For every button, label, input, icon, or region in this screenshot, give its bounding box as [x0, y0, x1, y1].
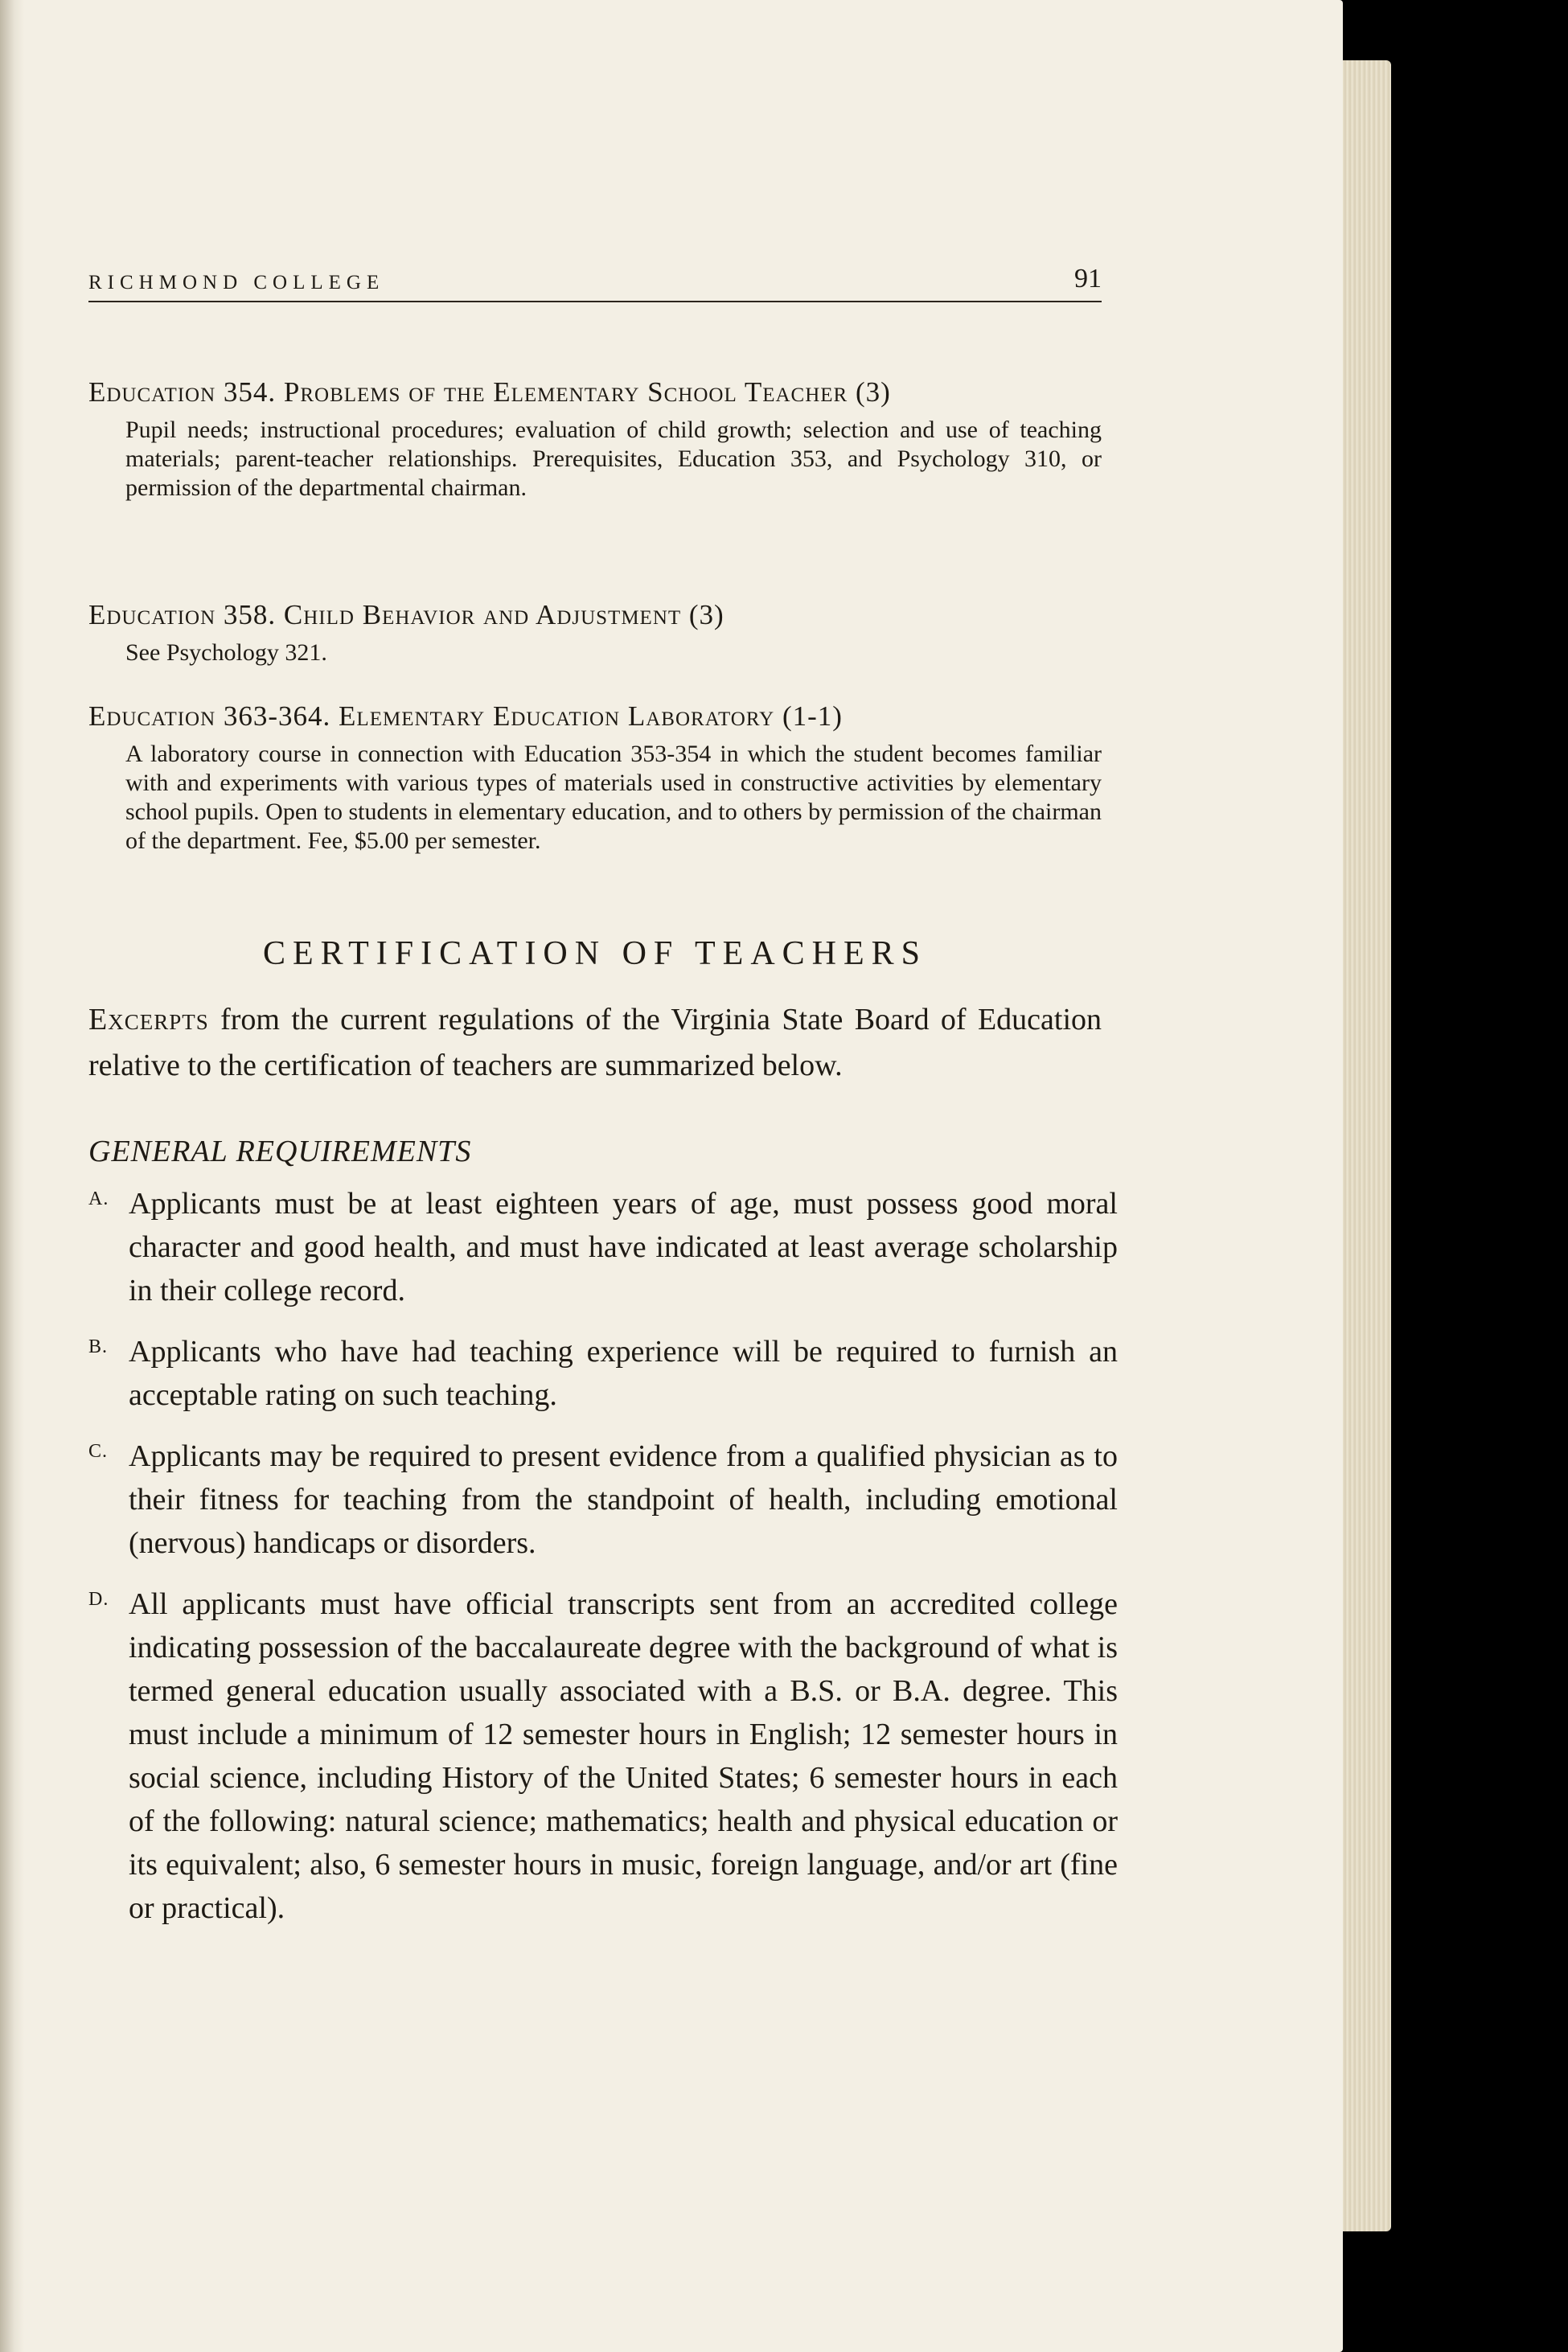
requirement-text: Applicants who have had teaching experience will be required to furnish an acceptable rating on such teaching. — [129, 1335, 1118, 1412]
requirement-text: Applicants must be at least eighteen years of age, must possess good moral character and good health, and must have indicated at least average scholarship in their college record. — [129, 1187, 1118, 1307]
page-binding-shadow — [0, 0, 24, 2352]
page-number: 91 — [1074, 264, 1102, 293]
course-title: Education 354. Problems of the Elementary School Teacher (3) — [88, 376, 891, 408]
course-description: A laboratory course in connection with Education 353-354 in which the student becomes familiar with and experiments with various types of materials used in constructive activities by elementary school pupils. Open to students in elementary education, and to others by permission of the chairman of the department. Fee, $5.00 per semester. — [125, 741, 1102, 854]
page-header — [88, 262, 1102, 302]
requirement-letter: C. — [88, 1441, 109, 1462]
requirement-letter: D. — [88, 1589, 109, 1610]
intro-text: from the current regulations of the Virginia State Board of Education relative to the certification of teachers are summarized below. — [88, 1003, 1102, 1082]
course-title: Education 358. Child Behavior and Adjustment (3) — [88, 599, 724, 630]
requirement-item — [88, 1330, 1118, 1417]
requirements-list — [88, 1182, 1118, 1948]
course-entry — [88, 374, 1102, 503]
requirement-item — [88, 1182, 1118, 1312]
course-entry — [88, 698, 1102, 856]
course-title: Education 363-364. Elementary Education Laboratory (1-1) — [88, 700, 843, 732]
requirement-item — [88, 1582, 1118, 1930]
section-heading: CERTIFICATION OF TEACHERS — [262, 935, 928, 972]
section-intro — [88, 997, 1102, 1089]
requirement-letter: A. — [88, 1188, 109, 1209]
course-description: Pupil needs; instructional procedures; evaluation of child growth; selection and use of teaching materials; parent-teacher relationships. Prerequisites, Education 353, and Psychology 310, or permission of the departmental chairman. — [125, 417, 1102, 501]
requirement-item — [88, 1435, 1118, 1565]
course-entry — [88, 597, 1102, 667]
running-head: RICHMOND COLLEGE — [88, 272, 385, 293]
course-description: See Psychology 321. — [125, 639, 327, 666]
subsection-heading: GENERAL REQUIREMENTS — [88, 1135, 472, 1168]
intro-lead-word: Excerpts — [88, 1003, 209, 1036]
requirement-text: All applicants must have official transcripts sent from an accredited college indicating possession of the baccalaureate degree with the background of what is termed general education usually associated with a B.S. or B.A. degree. This must include a minimum of 12 semester hours in English; 12 semester hours in social science, including History of the United States; 6 semester hours in each of the following: natural science; mathematics; health and physical education or its equivalent; also, 6 semester hours in music, foreign language, and/or art (fine or practical). — [129, 1587, 1118, 1925]
requirement-letter: B. — [88, 1336, 109, 1357]
requirement-text: Applicants may be required to present evidence from a qualified physician as to their fitness for teaching from the standpoint of health, including emotional (nervous) handicaps or disorders. — [129, 1439, 1118, 1560]
